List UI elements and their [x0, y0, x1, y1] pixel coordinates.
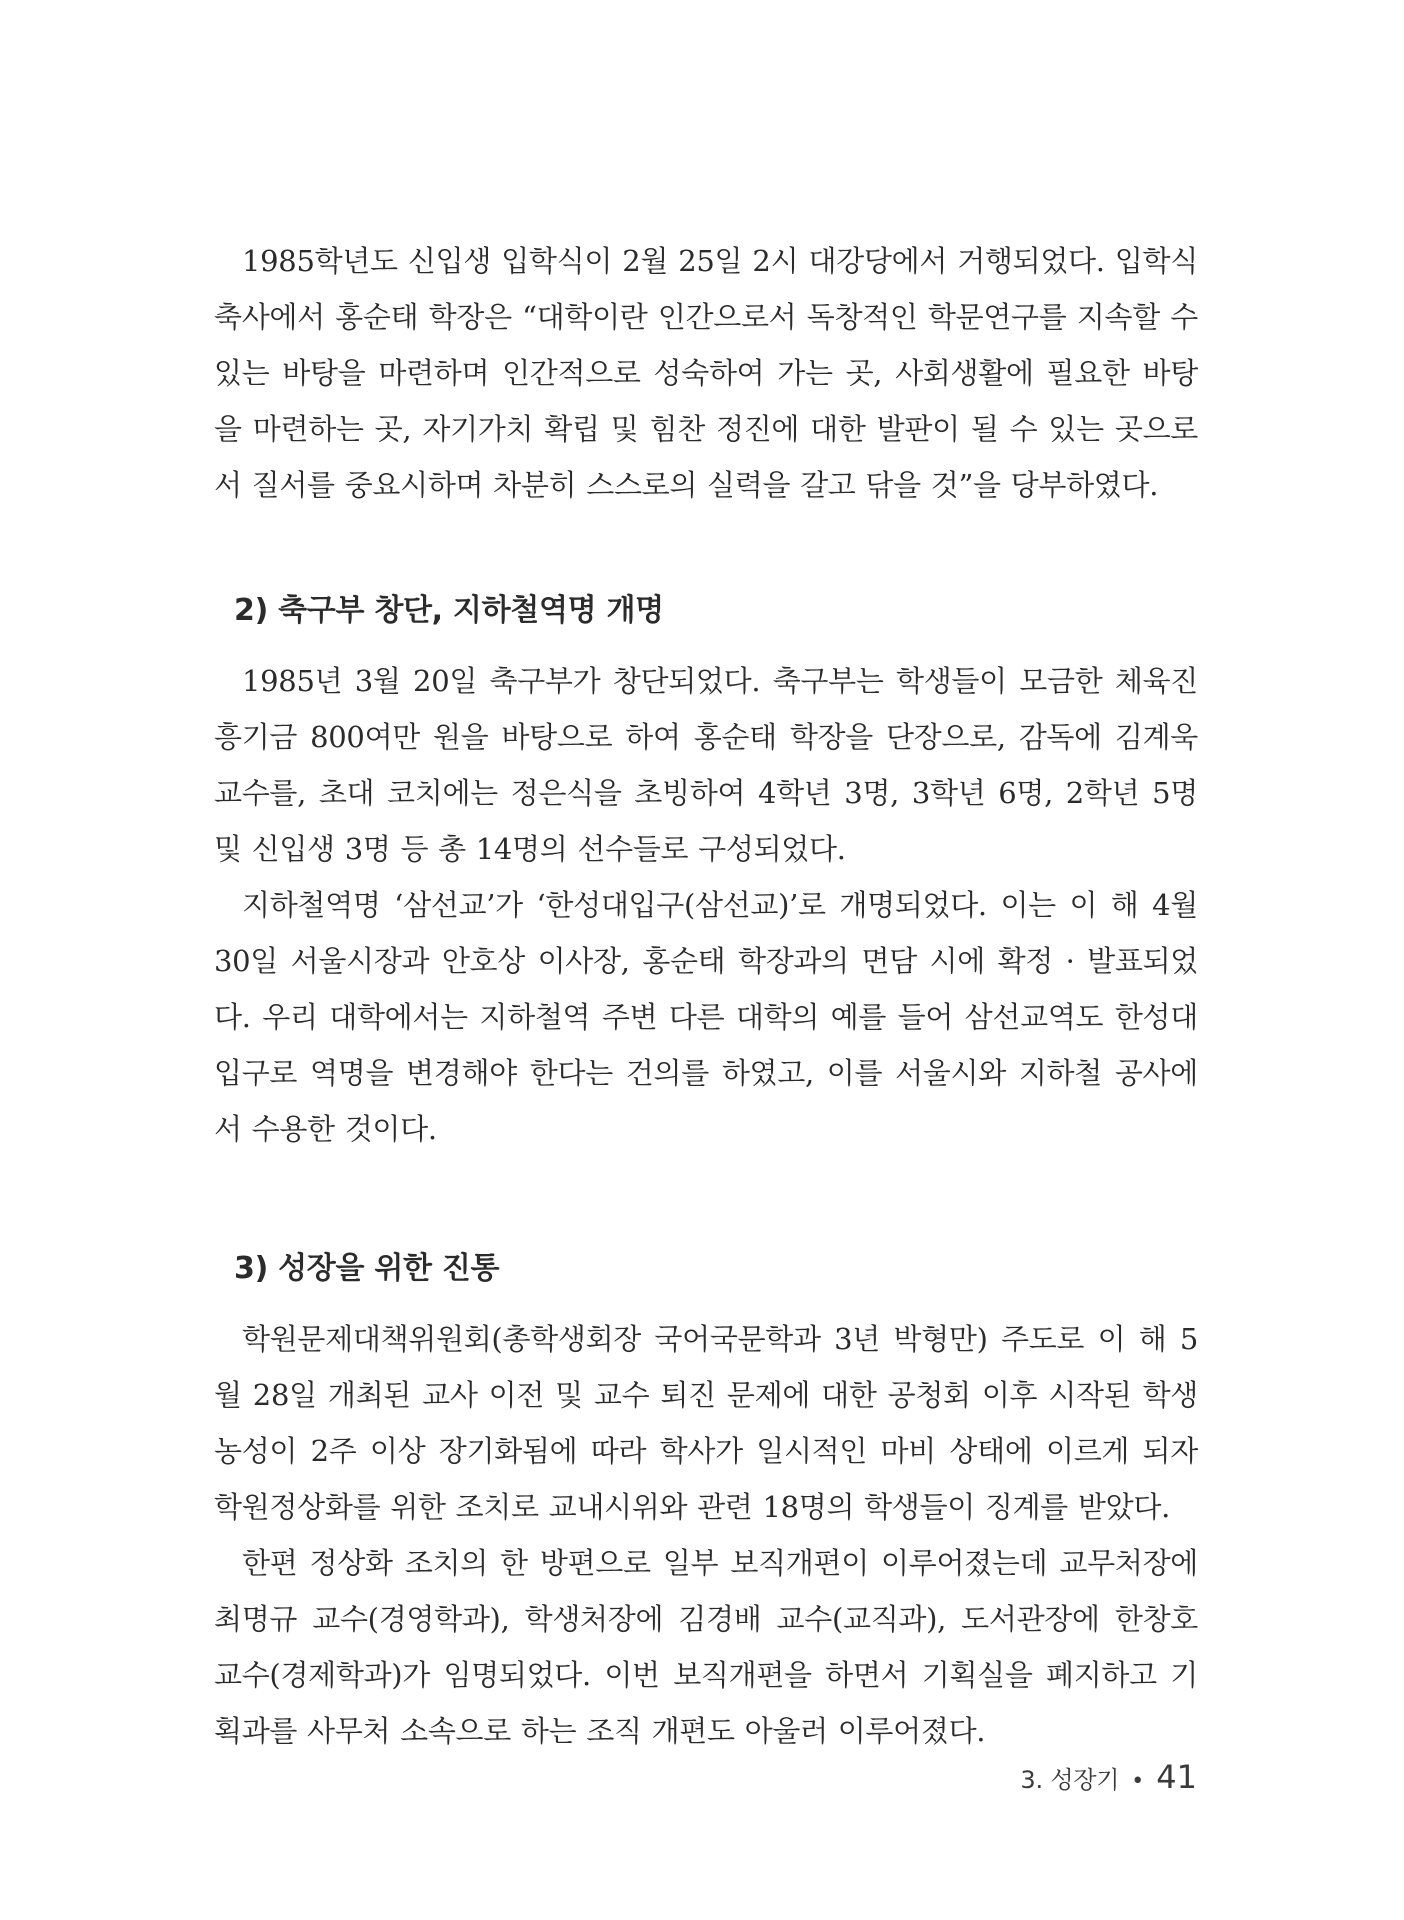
footer-chapter-title: 3. 성장기 [1020, 1766, 1120, 1794]
intro-paragraph-1: 1985학년도 신입생 입학식이 2월 25일 2시 대강당에서 거행되었다. 입학식 축사에서 홍순태 학장은 “대학이란 인간으로서 독창적인 학문연구를 지속할 수 있는 바탕을 마련하며 인간적으로 성숙하여 가는 곳, 사회생활에 필요한 바탕을 마련하는 곳, 자기가치 확립 및 힘찬 정진에 대한 발판이 될 수 있는 곳으로서 질서를 중요시하며 차분히 스스로의 실력을 갈고 닦을 것”을 당부하였다. [214, 244, 1198, 502]
page-body [214, 233, 1198, 1759]
section3-paragraph-1: 학원문제대책위원회(총학생회장 국어국문학과 3년 박형만) 주도로 이 해 5월 28일 개최된 교사 이전 및 교수 퇴진 문제에 대한 공청회 이후 시작된 학생 농성이 2주 이상 장기화됨에 따라 학사가 일시적인 마비 상태에 이르게 되자 학원정상화를 위한 조치로 교내시위와 관련 18명의 학생들이 징계를 받았다. [214, 1322, 1198, 1524]
section-heading-3: 3) 성장을 위한 진통 [234, 1251, 500, 1286]
spacer [214, 631, 1198, 653]
spacer [214, 1157, 1198, 1249]
section3-paragraph-2: 한편 정상화 조치의 한 방편으로 일부 보직개편이 이루어졌는데 교무처장에 최명규 교수(경영학과), 학생처장에 김경배 교수(교직과), 도서관장에 한창호 교수(경제학과)가 임명되었다. 이번 보직개편을 하면서 기획실을 폐지하고 기획과를 사무처 소속으로 하는 조직 개편도 아울러 이루어졌다. [214, 1546, 1198, 1748]
section-heading-2: 2) 축구부 창단, 지하철역명 개명 [234, 593, 664, 628]
page-number: 41 [1156, 1758, 1197, 1796]
page-footer [1020, 1758, 1197, 1796]
section2-paragraph-2: 지하철역명 ‘삼선교’가 ‘한성대입구(삼선교)’로 개명되었다. 이는 이 해 4월 30일 서울시장과 안호상 이사장, 홍순태 학장과의 면담 시에 확정 · 발표되었다. 우리 대학에서는 지하철역 주변 다른 대학의 예를 들어 삼선교역도 한성대입구로 역명을 변경해야 한다는 건의를 하였고, 이를 서울시와 지하철 공사에서 수용한 것이다. [214, 888, 1198, 1146]
spacer [214, 513, 1198, 591]
footer-bullet: • [1131, 1769, 1145, 1794]
spacer [214, 1289, 1198, 1311]
section2-paragraph-1: 1985년 3월 20일 축구부가 창단되었다. 축구부는 학생들이 모금한 체육진흥기금 800여만 원을 바탕으로 하여 홍순태 학장을 단장으로, 감독에 김계욱 교수를, 초대 코치에는 정은식을 초빙하여 4학년 3명, 3학년 6명, 2학년 5명 및 신입생 3명 등 총 14명의 선수들로 구성되었다. [214, 664, 1198, 866]
